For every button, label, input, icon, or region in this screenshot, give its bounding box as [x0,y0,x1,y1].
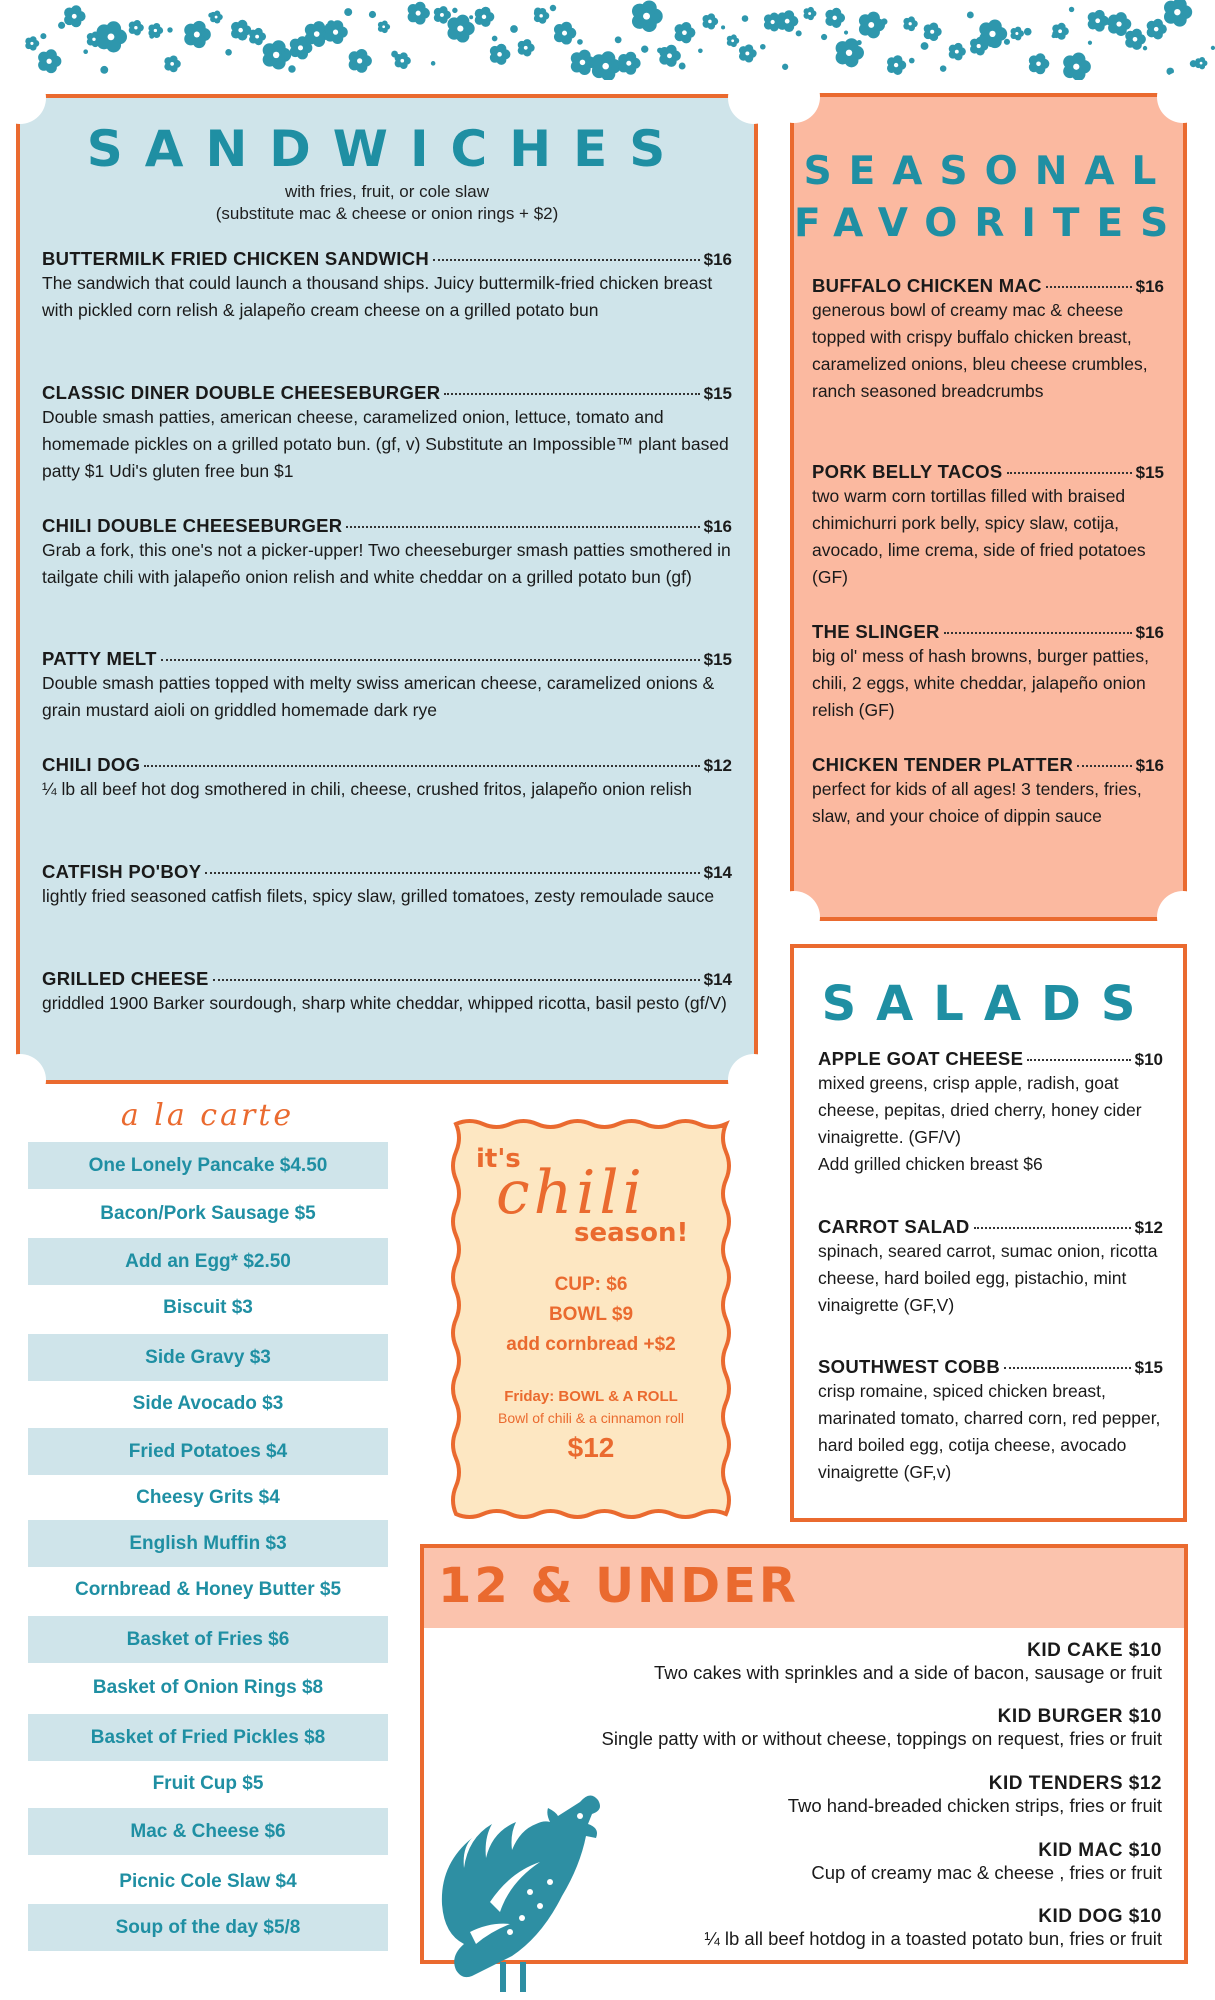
alacarte-item: Fried Potatoes $4 [28,1428,388,1475]
corner-cutout [1157,71,1209,123]
flower-icon [475,7,495,27]
kid-item-desc: Single patty with or without cheese, toppings on request, fries or fruit [601,1728,1162,1749]
flower-icon [554,22,576,45]
item-description: perfect for kids of all ages! 3 tenders, fries, slaw, and your choice of dippin sauce [812,779,1142,826]
item-price: $15 [1134,1358,1163,1377]
flower-icon [804,7,817,20]
floral-dot [1069,7,1074,12]
floral-dot [452,8,457,13]
flower-icon [148,23,163,38]
item-description: two warm corn tortillas filled with braised chimichurri pork belly, spicy slaw, cotija, avocado, lime crema, side of fried potatoes (GF) [812,486,1146,587]
alacarte-item: Side Avocado $3 [132,1393,284,1414]
item-description: Double smash patties topped with melty swiss american cheese, caramelized onions & grain mustard aioli on griddled homemade dark rye [42,673,715,720]
corner-cutout [728,1054,780,1106]
alacarte-item: Picnic Cole Slaw $4 [119,1871,297,1892]
item-name: PORK BELLY TACOS [812,461,1003,482]
item-name: PATTY MELT [42,648,157,669]
section-subtitle: with fries, fruit, or cole slaw [284,182,490,201]
chili-cornbread-addon: add cornbread +$2 [506,1334,676,1355]
flower-icon [727,34,739,47]
item-price: $15 [703,650,732,669]
item-description: crisp romaine, spiced chicken breast, marinated tomato, charred corn, red pepper, hard boiled egg, cotija cheese, avocado vinaigrette (GF,v) [818,1381,1161,1482]
floral-dot [844,30,848,34]
floral-dot [821,34,827,40]
section-title: SALADS [821,976,1156,1032]
floral-dot [469,15,473,19]
chili-word: chili [496,1158,646,1228]
menu-item [42,754,732,803]
item-price: $14 [703,863,732,882]
floral-dot [721,25,725,29]
item-price: $16 [703,250,732,269]
flower-icon [263,40,292,69]
flower-icon [518,39,535,56]
item-name: GRILLED CHEESE [42,968,209,989]
alacarte-item: Basket of Fried Pickles $8 [28,1714,388,1761]
kid-item [788,1773,1162,1817]
flower-icon [164,55,180,72]
flower-icon [231,20,251,41]
section-title: SEASONAL [803,149,1174,194]
floral-dot [1024,28,1032,36]
item-price: $16 [1135,756,1164,775]
floral-dot [1211,46,1215,50]
floral-dot [1004,39,1010,45]
floral-dot [641,46,648,53]
floral-dot [760,44,766,50]
kid-item-desc: Cup of creamy mac & cheese , fries or fruit [811,1862,1162,1883]
flower-icon [534,8,549,24]
floral-dot [225,49,232,56]
section-title: FAVORITES [794,201,1186,246]
item-name: CHICKEN TENDER PLATTER [812,754,1074,775]
floral-dot [510,25,518,33]
flower-icon [739,44,757,62]
rooster-icon [430,1782,610,1997]
flower-icon [38,49,61,73]
menu-item [812,275,1164,405]
kid-item-name: KID CAKE $10 [1027,1640,1162,1661]
alacarte-item: Biscuit $3 [163,1297,253,1318]
chili-bowl-price: BOWL $9 [548,1304,634,1325]
menu-item [42,248,732,324]
flower-icon [703,13,719,29]
item-name: BUFFALO CHICKEN MAC [812,275,1042,296]
item-name: THE SLINGER [812,621,940,642]
kid-item-name: KID DOG $10 [1038,1906,1162,1927]
flower-icon [1195,57,1207,69]
flower-icon [571,50,596,75]
item-description: spinach, seared carrot, sumac onion, ricotta cheese, hard boiled egg, pistachio, mint vinaigrette (GF,V) [818,1241,1158,1315]
flower-icon [1011,27,1024,41]
floral-dot [577,39,583,45]
menu-item [42,382,732,485]
flower-icon [592,51,621,80]
corner-cutout [0,72,46,124]
floral-dot [857,40,862,45]
menu-item [818,1356,1163,1486]
kid-item-desc: ¼ lb all beef hotdog in a toasted potato bun, fries or fruit [704,1928,1162,1949]
item-description: The sandwich that could launch a thousand ships. Juicy buttermilk-fried chicken breast with pickled corn relish & jalapeño cream cheese on a grilled potato bun [42,273,713,320]
floral-dot [679,63,686,70]
salads-section [790,944,1187,1522]
flower-icon [1147,19,1167,40]
floral-dot [698,48,703,53]
flower-icon [325,20,348,44]
floral-dot [369,11,376,18]
flower-icon [777,10,798,32]
flower-icon [408,2,430,25]
floral-dot [550,5,556,11]
item-description: Grab a fork, this one's not a picker-upper! Two cheeseburger smash patties smothered in tailgate chili with jalapeño onion relish and white cheddar on a grilled potato bun (gf) [42,540,731,587]
floral-dot [940,65,946,71]
kid-item-name: KID TENDERS $12 [988,1773,1162,1794]
menu-item [812,461,1164,591]
kid-item-desc: Two cakes with sprinkles and a side of bacon, sausage or fruit [654,1662,1162,1683]
floral-border [0,0,1215,80]
alacarte-item: Fruit Cup $5 [152,1773,264,1794]
flower-icon [395,52,411,69]
kid-item [704,1906,1162,1950]
kid-item [654,1640,1162,1684]
alacarte-item: Soup of the day $5/8 [28,1904,388,1951]
flower-icon [1052,23,1069,40]
flower-icon [490,44,511,65]
menu-item [42,861,732,910]
floral-dot [344,8,352,16]
chili-friday-special: Friday: BOWL & A ROLL [504,1388,678,1405]
item-price: $16 [1135,277,1164,296]
kid-item [602,1706,1162,1750]
item-price: $15 [1135,463,1164,482]
alacarte-item: Cornbread & Honey Butter $5 [74,1579,342,1600]
item-price: $16 [1135,623,1164,642]
sandwiches-section [16,94,758,1084]
flower-icon [249,28,266,45]
flower-icon [618,52,640,75]
flower-icon [1029,53,1050,74]
corner-cutout [0,1054,46,1106]
item-name: CARROT SALAD [818,1216,970,1237]
floral-dot [967,12,974,19]
corner-cutout [768,71,820,123]
item-price: $14 [703,970,732,989]
floral-dot [58,22,65,29]
item-description: griddled 1900 Barker sourdough, sharp white cheddar, whipped ricotta, basil pesto (gf/V) [42,993,727,1013]
flower-icon [1088,10,1109,32]
item-name: BUTTERMILK FRIED CHICKEN SANDWICH [42,248,430,269]
item-description: mixed greens, crisp apple, radish, goat cheese, pepitas, dried cherry, honey cider vinaigrette. (GF/V) [818,1073,1142,1147]
seasonal-favorites-section [790,93,1187,921]
flower-icon [1125,29,1146,50]
item-extra: Add grilled chicken breast $6 [818,1154,1043,1174]
chili-cup-price: CUP: $6 [554,1274,628,1295]
flower-icon [184,21,211,48]
item-description: Double smash patties, american cheese, caramelized onion, lettuce, tomato and homemade pickles on a grilled potato bun. (gf, v) Substitute an Impossible™ plant based patty $1 Udi's gluten free bun $1 [42,407,729,481]
section-title: SANDWICHES [86,120,688,178]
flower-icon [349,49,372,73]
kid-item-name: KID BURGER $10 [997,1706,1162,1727]
flower-icon [378,21,390,34]
floral-dot [881,18,888,25]
floral-dot [167,27,172,32]
item-name: APPLE GOAT CHEESE [818,1048,1024,1069]
menu-item [42,968,732,1017]
item-description: ¼ lb all beef hot dog smothered in chili, cheese, crushed fritos, jalapeño onion relish [42,779,692,799]
menu-item [818,1048,1163,1178]
chili-its: it's [476,1144,521,1174]
chili-season-word: season! [574,1218,689,1248]
kid-item-name: KID MAC $10 [1038,1840,1162,1861]
flower-icon [64,5,85,27]
floral-dot [1143,46,1147,50]
item-price: $12 [1134,1218,1163,1237]
item-description: generous bowl of creamy mac & cheese topped with crispy buffalo chicken breast, caramelized onions, bleu cheese crumbles, ranch seasoned breadcrumbs [812,300,1148,401]
flower-icon [1164,0,1192,27]
flower-icon [129,20,144,35]
chili-season-card [446,1114,736,1524]
flower-icon [825,8,845,28]
floral-dot [431,61,436,66]
flower-icon [949,43,966,61]
alacarte-item: Bacon/Pork Sausage $5 [100,1203,316,1224]
kid-item-desc: Two hand-breaded chicken strips, fries or fruit [787,1795,1162,1816]
flower-icon [903,16,917,31]
chili-friday-desc: Bowl of chili & a cinnamon roll [498,1410,684,1426]
item-name: CHILI DOUBLE CHEESEBURGER [42,515,343,536]
alacarte-item: English Muffin $3 [28,1520,388,1567]
floral-dot [119,31,125,37]
section-subtitle: (substitute mac & cheese or onion rings + $2) [215,204,559,223]
item-price: $16 [703,517,732,536]
alacarte-item: Mac & Cheese $6 [28,1808,388,1855]
flower-icon [210,11,223,24]
flower-icon [859,12,885,39]
item-description: lightly fried seasoned catfish filets, spicy slaw, grilled tomatoes, zesty remoulade sauce [42,886,715,906]
item-name: CLASSIC DINER DOUBLE CHEESEBURGER [42,382,441,403]
flower-icon [979,20,1007,49]
item-name: SOUTHWEST COBB [818,1356,1001,1377]
flower-icon [25,36,39,50]
chili-friday-price: $12 [567,1432,615,1463]
menu-item [812,621,1164,724]
floral-dot [83,49,88,54]
alacarte-item: Basket of Fries $6 [28,1616,388,1663]
corner-cutout [1157,891,1209,943]
flower-icon [887,55,906,75]
floral-dot [100,66,108,74]
alacarte-item: Basket of Onion Rings $8 [92,1677,324,1698]
floral-dot [492,36,498,42]
floral-dot [796,30,802,36]
flower-icon [1063,53,1091,80]
item-price: $15 [703,384,732,403]
flower-icon [924,23,942,41]
item-description: big ol' mess of hash browns, burger patties, chili, 2 eggs, white cheddar, jalapeño onion relish (GF) [812,646,1149,720]
alacarte-item: Side Gravy $3 [28,1334,388,1381]
item-name: CHILI DOG [42,754,141,775]
item-price: $10 [1134,1050,1163,1069]
menu-item [812,754,1164,830]
floral-dot [742,15,749,22]
alacarte-item: One Lonely Pancake $4.50 [28,1142,388,1189]
alacarte-item: Add an Egg* $2.50 [28,1238,388,1285]
floral-dot [288,65,295,72]
item-price: $12 [703,756,732,775]
floral-dot [909,58,915,64]
alacarte-item: Cheesy Grits $4 [136,1487,280,1508]
floral-dot [921,42,929,50]
section-title: 12 & UNDER [438,1558,799,1614]
flower-icon [675,22,696,43]
alacarte-title: a la carte [120,1098,295,1133]
menu-item [818,1216,1163,1319]
kid-item [811,1840,1162,1884]
floral-dot [782,64,788,70]
menu-item [42,648,732,724]
flower-icon [632,0,663,32]
corner-cutout [768,891,820,943]
item-name: CATFISH PO'BOY [42,861,202,882]
floral-dot [40,33,46,39]
floral-dot [615,36,622,43]
flower-icon [659,45,681,67]
menu-item [42,515,732,591]
floral-dot [1088,41,1092,45]
